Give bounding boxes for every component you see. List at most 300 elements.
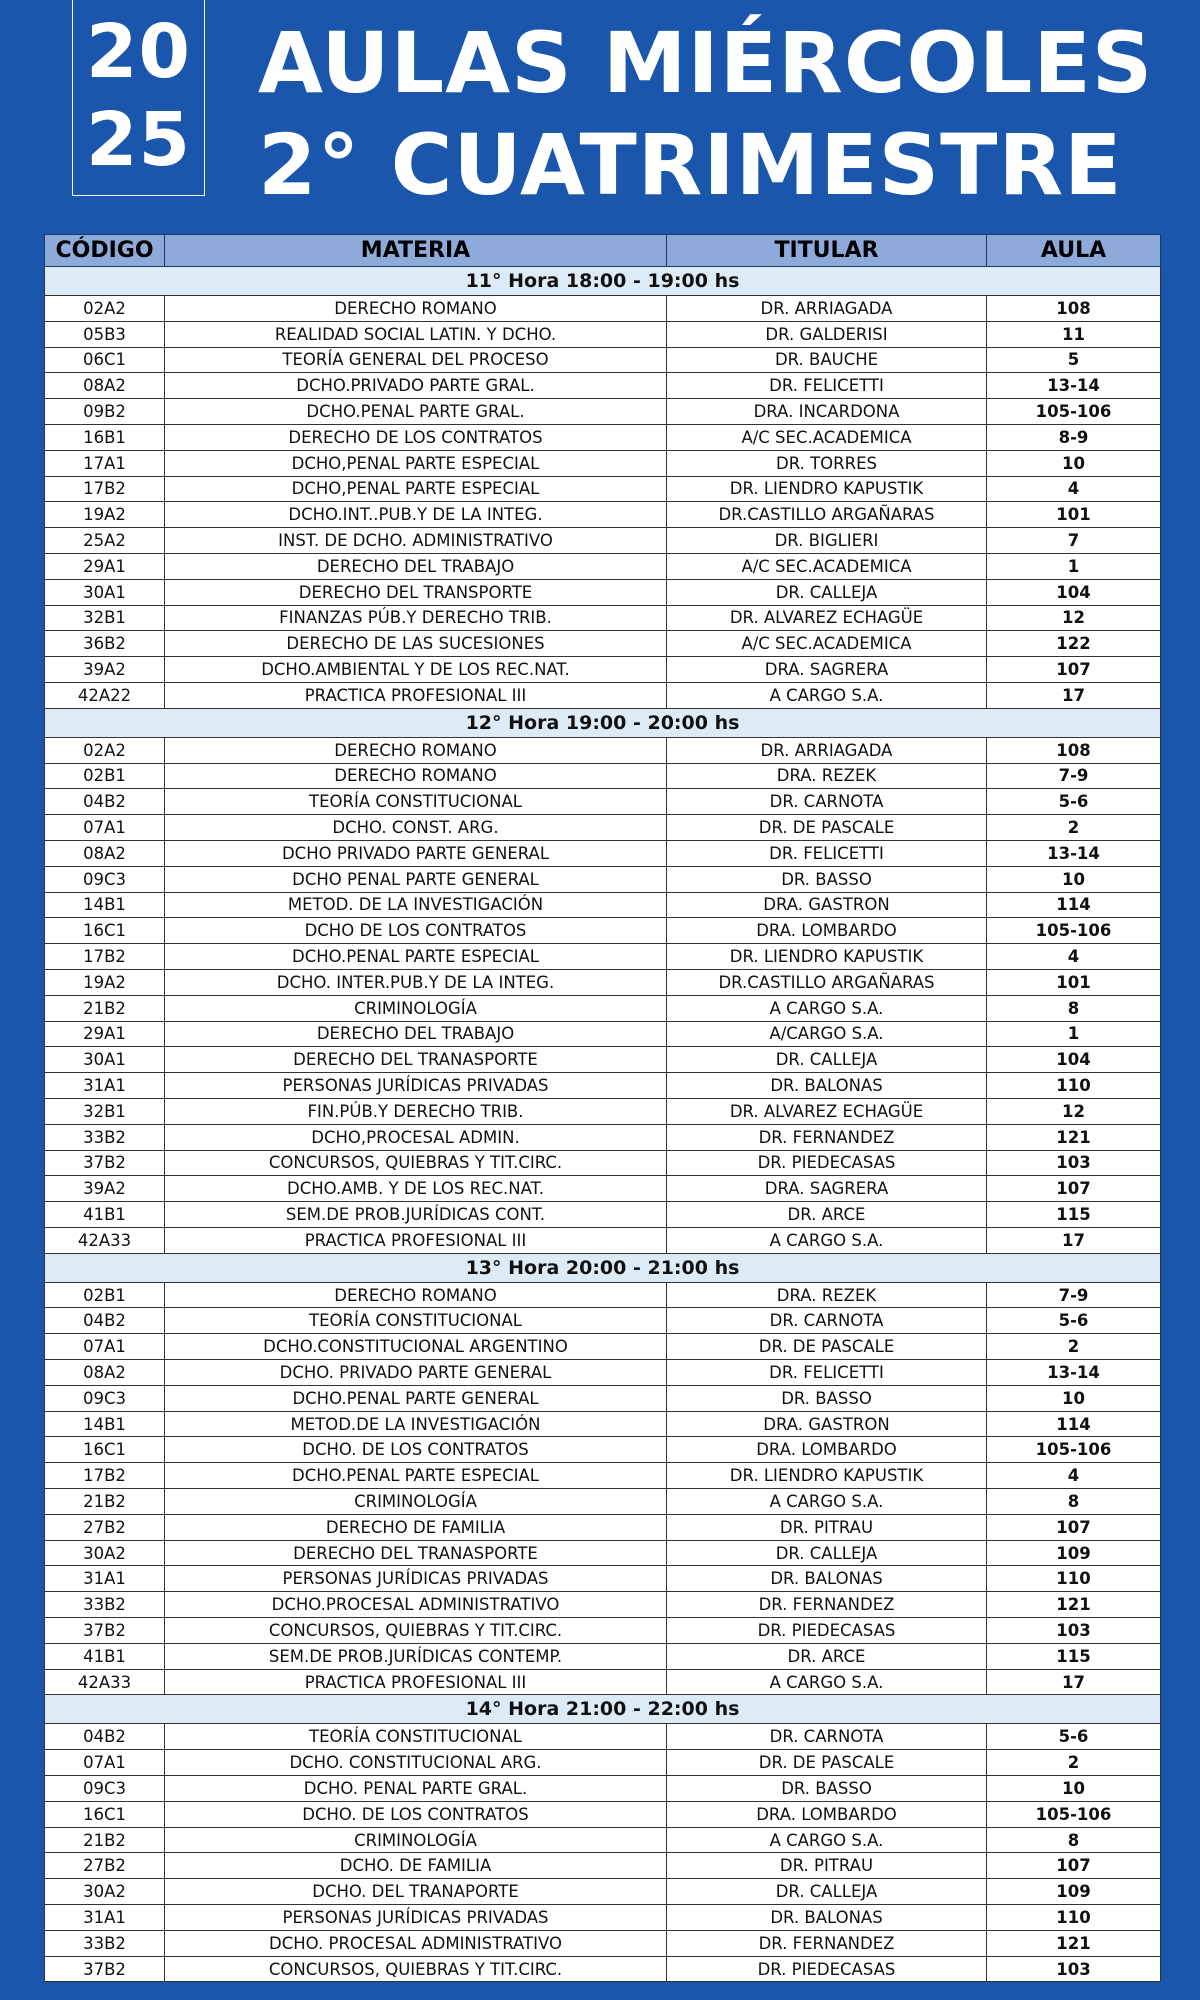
cell-codigo: 30A2 <box>45 1540 165 1566</box>
table-row <box>45 737 1161 763</box>
table-row <box>45 682 1161 708</box>
cell-materia: INST. DE DCHO. ADMINISTRATIVO <box>165 528 667 554</box>
cell-materia: CRIMINOLOGÍA <box>165 995 667 1021</box>
cell-aula: 12 <box>987 1098 1161 1124</box>
cell-aula: 5-6 <box>987 789 1161 815</box>
cell-materia: DCHO. DE LOS CONTRATOS <box>165 1801 667 1827</box>
table-row <box>45 1411 1161 1437</box>
table-row <box>45 1308 1161 1334</box>
cell-codigo: 16C1 <box>45 1801 165 1827</box>
cell-materia: DCHO. DE FAMILIA <box>165 1853 667 1879</box>
cell-materia: PERSONAS JURÍDICAS PRIVADAS <box>165 1073 667 1099</box>
cell-aula: 108 <box>987 737 1161 763</box>
table-row <box>45 1879 1161 1905</box>
cell-materia: DERECHO DEL TRABAJO <box>165 553 667 579</box>
cell-aula: 4 <box>987 1463 1161 1489</box>
cell-aula: 114 <box>987 892 1161 918</box>
cell-codigo: 02A2 <box>45 296 165 322</box>
cell-aula: 1 <box>987 553 1161 579</box>
cell-titular: DRA. LOMBARDO <box>667 1437 987 1463</box>
cell-codigo: 17B2 <box>45 1463 165 1489</box>
table-row <box>45 321 1161 347</box>
cell-codigo: 41B1 <box>45 1643 165 1669</box>
cell-codigo: 09C3 <box>45 1385 165 1411</box>
cell-titular: DR. GALDERISI <box>667 321 987 347</box>
cell-titular: DR. CARNOTA <box>667 1724 987 1750</box>
cell-titular: DR. LIENDRO KAPUSTIK <box>667 476 987 502</box>
cell-materia: SEM.DE PROB.JURÍDICAS CONT. <box>165 1202 667 1228</box>
cell-materia: DCHO.PENAL PARTE ESPECIAL <box>165 1463 667 1489</box>
cell-aula: 110 <box>987 1566 1161 1592</box>
cell-codigo: 42A33 <box>45 1669 165 1695</box>
cell-materia: DCHO.PROCESAL ADMINISTRATIVO <box>165 1592 667 1618</box>
cell-codigo: 08A2 <box>45 1360 165 1386</box>
cell-materia: DERECHO DE LAS SUCESIONES <box>165 631 667 657</box>
table-row <box>45 763 1161 789</box>
cell-aula: 107 <box>987 1853 1161 1879</box>
schedule-table-wrap <box>44 234 1160 1982</box>
cell-aula: 107 <box>987 1176 1161 1202</box>
cell-codigo: 29A1 <box>45 1021 165 1047</box>
cell-titular: DR. FELICETTI <box>667 373 987 399</box>
cell-codigo: 31A1 <box>45 1566 165 1592</box>
table-row <box>45 1437 1161 1463</box>
cell-codigo: 39A2 <box>45 657 165 683</box>
table-row <box>45 373 1161 399</box>
table-row <box>45 995 1161 1021</box>
cell-titular: DR. BALONAS <box>667 1073 987 1099</box>
cell-aula: 17 <box>987 1227 1161 1253</box>
cell-aula: 103 <box>987 1618 1161 1644</box>
cell-materia: DCHO.INT..PUB.Y DE LA INTEG. <box>165 502 667 528</box>
table-row <box>45 1227 1161 1253</box>
cell-titular: DR. DE PASCALE <box>667 815 987 841</box>
table-row <box>45 553 1161 579</box>
table-row <box>45 1776 1161 1802</box>
cell-materia: DCHO.PENAL PARTE GRAL. <box>165 399 667 425</box>
cell-aula: 10 <box>987 450 1161 476</box>
cell-aula: 110 <box>987 1073 1161 1099</box>
cell-materia: DCHO DE LOS CONTRATOS <box>165 918 667 944</box>
table-row <box>45 840 1161 866</box>
cell-titular: DRA. LOMBARDO <box>667 918 987 944</box>
cell-titular: DR. BASSO <box>667 1776 987 1802</box>
group-header: 11° Hora 18:00 - 19:00 hs <box>45 267 1161 296</box>
cell-materia: DERECHO DEL TRABAJO <box>165 1021 667 1047</box>
cell-aula: 12 <box>987 605 1161 631</box>
cell-materia: DCHO.PENAL PARTE GENERAL <box>165 1385 667 1411</box>
cell-aula: 17 <box>987 682 1161 708</box>
table-row <box>45 1956 1161 1982</box>
table-row <box>45 528 1161 554</box>
table-row <box>45 1853 1161 1879</box>
cell-aula: 5-6 <box>987 1308 1161 1334</box>
cell-codigo: 30A1 <box>45 579 165 605</box>
table-row <box>45 605 1161 631</box>
cell-codigo: 36B2 <box>45 631 165 657</box>
cell-titular: DRA. REZEK <box>667 763 987 789</box>
cell-materia: PRACTICA PROFESIONAL III <box>165 682 667 708</box>
cell-aula: 107 <box>987 657 1161 683</box>
year-box <box>72 0 205 196</box>
cell-materia: FINANZAS PÚB.Y DERECHO TRIB. <box>165 605 667 631</box>
cell-codigo: 41B1 <box>45 1202 165 1228</box>
cell-titular: DR. DE PASCALE <box>667 1334 987 1360</box>
cell-materia: DCHO,PENAL PARTE ESPECIAL <box>165 476 667 502</box>
cell-aula: 101 <box>987 502 1161 528</box>
cell-titular: DR.CASTILLO ARGAÑARAS <box>667 502 987 528</box>
cell-titular: DRA. GASTRON <box>667 1411 987 1437</box>
table-row <box>45 1669 1161 1695</box>
table-row <box>45 866 1161 892</box>
cell-titular: A/C SEC.ACADEMICA <box>667 553 987 579</box>
cell-materia: PRACTICA PROFESIONAL III <box>165 1669 667 1695</box>
schedule-table <box>44 234 1161 1982</box>
cell-codigo: 14B1 <box>45 892 165 918</box>
cell-aula: 17 <box>987 1669 1161 1695</box>
cell-materia: SEM.DE PROB.JURÍDICAS CONTEMP. <box>165 1643 667 1669</box>
cell-materia: DCHO. PROCESAL ADMINISTRATIVO <box>165 1930 667 1956</box>
cell-aula: 105-106 <box>987 399 1161 425</box>
cell-codigo: 37B2 <box>45 1150 165 1176</box>
cell-materia: DCHO.PENAL PARTE ESPECIAL <box>165 944 667 970</box>
cell-materia: DERECHO ROMANO <box>165 763 667 789</box>
table-row <box>45 296 1161 322</box>
cell-aula: 10 <box>987 866 1161 892</box>
cell-aula: 109 <box>987 1879 1161 1905</box>
table-row <box>45 1282 1161 1308</box>
cell-titular: DRA. GASTRON <box>667 892 987 918</box>
cell-titular: DR. FELICETTI <box>667 840 987 866</box>
cell-materia: CONCURSOS, QUIEBRAS Y TIT.CIRC. <box>165 1150 667 1176</box>
cell-codigo: 02B1 <box>45 1282 165 1308</box>
cell-codigo: 17B2 <box>45 944 165 970</box>
cell-materia: DCHO. PENAL PARTE GRAL. <box>165 1776 667 1802</box>
table-row <box>45 789 1161 815</box>
cell-codigo: 07A1 <box>45 815 165 841</box>
cell-titular: DR. CALLEJA <box>667 579 987 605</box>
group-header-row <box>45 267 1161 296</box>
cell-codigo: 08A2 <box>45 840 165 866</box>
cell-codigo: 19A2 <box>45 969 165 995</box>
cell-titular: DR. LIENDRO KAPUSTIK <box>667 1463 987 1489</box>
cell-titular: DR. LIENDRO KAPUSTIK <box>667 944 987 970</box>
table-row <box>45 1489 1161 1515</box>
cell-titular: DR. CARNOTA <box>667 789 987 815</box>
cell-materia: TEORÍA CONSTITUCIONAL <box>165 1308 667 1334</box>
table-row <box>45 450 1161 476</box>
cell-codigo: 17A1 <box>45 450 165 476</box>
group-header: 14° Hora 21:00 - 22:00 hs <box>45 1695 1161 1724</box>
cell-materia: DCHO. PRIVADO PARTE GENERAL <box>165 1360 667 1386</box>
group-header-row <box>45 708 1161 737</box>
table-row <box>45 502 1161 528</box>
table-row <box>45 1360 1161 1386</box>
title-line-2: 2° CUATRIMESTRE <box>258 116 1123 214</box>
table-row <box>45 1618 1161 1644</box>
table-row <box>45 969 1161 995</box>
table-row <box>45 1124 1161 1150</box>
cell-titular: DR. FERNANDEZ <box>667 1930 987 1956</box>
cell-materia: FIN.PÚB.Y DERECHO TRIB. <box>165 1098 667 1124</box>
cell-aula: 13-14 <box>987 373 1161 399</box>
cell-titular: A/CARGO S.A. <box>667 1021 987 1047</box>
cell-titular: DR. PITRAU <box>667 1514 987 1540</box>
cell-materia: TEORÍA CONSTITUCIONAL <box>165 789 667 815</box>
cell-materia: PERSONAS JURÍDICAS PRIVADAS <box>165 1566 667 1592</box>
cell-codigo: 37B2 <box>45 1618 165 1644</box>
table-row <box>45 424 1161 450</box>
cell-aula: 103 <box>987 1956 1161 1982</box>
cell-aula: 4 <box>987 476 1161 502</box>
cell-aula: 109 <box>987 1540 1161 1566</box>
cell-titular: A CARGO S.A. <box>667 1227 987 1253</box>
cell-materia: DCHO PENAL PARTE GENERAL <box>165 866 667 892</box>
cell-codigo: 19A2 <box>45 502 165 528</box>
group-header-row <box>45 1253 1161 1282</box>
cell-materia: DERECHO DEL TRANASPORTE <box>165 1047 667 1073</box>
cell-aula: 7-9 <box>987 1282 1161 1308</box>
cell-codigo: 09C3 <box>45 866 165 892</box>
cell-codigo: 06C1 <box>45 347 165 373</box>
table-row <box>45 1566 1161 1592</box>
cell-codigo: 42A33 <box>45 1227 165 1253</box>
cell-materia: TEORÍA GENERAL DEL PROCESO <box>165 347 667 373</box>
cell-titular: DR. CARNOTA <box>667 1308 987 1334</box>
cell-codigo: 25A2 <box>45 528 165 554</box>
cell-titular: DR. PIEDECASAS <box>667 1150 987 1176</box>
cell-codigo: 33B2 <box>45 1592 165 1618</box>
cell-aula: 105-106 <box>987 1437 1161 1463</box>
cell-titular: DR. BALONAS <box>667 1566 987 1592</box>
table-row <box>45 1463 1161 1489</box>
table-row <box>45 347 1161 373</box>
cell-aula: 8-9 <box>987 424 1161 450</box>
cell-codigo: 37B2 <box>45 1956 165 1982</box>
cell-codigo: 21B2 <box>45 1827 165 1853</box>
cell-aula: 4 <box>987 944 1161 970</box>
cell-aula: 115 <box>987 1643 1161 1669</box>
cell-aula: 11 <box>987 321 1161 347</box>
cell-titular: DR. ARRIAGADA <box>667 737 987 763</box>
cell-materia: DCHO,PROCESAL ADMIN. <box>165 1124 667 1150</box>
cell-titular: DR. BASSO <box>667 866 987 892</box>
cell-materia: TEORÍA CONSTITUCIONAL <box>165 1724 667 1750</box>
cell-codigo: 04B2 <box>45 1308 165 1334</box>
table-row <box>45 892 1161 918</box>
cell-codigo: 32B1 <box>45 605 165 631</box>
cell-aula: 114 <box>987 1411 1161 1437</box>
table-row <box>45 631 1161 657</box>
cell-aula: 104 <box>987 579 1161 605</box>
table-row <box>45 1801 1161 1827</box>
cell-titular: DR. FERNANDEZ <box>667 1124 987 1150</box>
cell-materia: DCHO.PRIVADO PARTE GRAL. <box>165 373 667 399</box>
table-row <box>45 1592 1161 1618</box>
cell-materia: CRIMINOLOGÍA <box>165 1827 667 1853</box>
cell-titular: DR. DE PASCALE <box>667 1750 987 1776</box>
cell-codigo: 32B1 <box>45 1098 165 1124</box>
cell-titular: A CARGO S.A. <box>667 682 987 708</box>
cell-titular: DR. PIEDECASAS <box>667 1956 987 1982</box>
cell-codigo: 31A1 <box>45 1905 165 1931</box>
cell-materia: CONCURSOS, QUIEBRAS Y TIT.CIRC. <box>165 1956 667 1982</box>
group-header: 13° Hora 20:00 - 21:00 hs <box>45 1253 1161 1282</box>
cell-codigo: 33B2 <box>45 1930 165 1956</box>
cell-titular: A CARGO S.A. <box>667 1669 987 1695</box>
cell-materia: DCHO. INTER.PUB.Y DE LA INTEG. <box>165 969 667 995</box>
cell-codigo: 07A1 <box>45 1750 165 1776</box>
table-row <box>45 399 1161 425</box>
cell-codigo: 30A1 <box>45 1047 165 1073</box>
table-row <box>45 1724 1161 1750</box>
table-row <box>45 476 1161 502</box>
cell-codigo: 39A2 <box>45 1176 165 1202</box>
cell-aula: 13-14 <box>987 1360 1161 1386</box>
cell-aula: 121 <box>987 1930 1161 1956</box>
cell-materia: DCHO. DEL TRANAPORTE <box>165 1879 667 1905</box>
cell-codigo: 21B2 <box>45 1489 165 1515</box>
table-row <box>45 1750 1161 1776</box>
cell-codigo: 16C1 <box>45 918 165 944</box>
table-row <box>45 1202 1161 1228</box>
col-header-aula: AULA <box>987 235 1161 267</box>
cell-codigo: 07A1 <box>45 1334 165 1360</box>
cell-materia: DERECHO ROMANO <box>165 1282 667 1308</box>
cell-materia: DERECHO DE LOS CONTRATOS <box>165 424 667 450</box>
cell-materia: DCHO PRIVADO PARTE GENERAL <box>165 840 667 866</box>
cell-codigo: 02B1 <box>45 763 165 789</box>
cell-materia: DERECHO DEL TRANSPORTE <box>165 579 667 605</box>
cell-aula: 5 <box>987 347 1161 373</box>
cell-aula: 104 <box>987 1047 1161 1073</box>
table-row <box>45 918 1161 944</box>
cell-materia: METOD. DE LA INVESTIGACIÓN <box>165 892 667 918</box>
cell-aula: 122 <box>987 631 1161 657</box>
cell-aula: 103 <box>987 1150 1161 1176</box>
table-row <box>45 1334 1161 1360</box>
cell-codigo: 27B2 <box>45 1514 165 1540</box>
cell-aula: 10 <box>987 1776 1161 1802</box>
cell-titular: DR. BASSO <box>667 1385 987 1411</box>
cell-materia: CONCURSOS, QUIEBRAS Y TIT.CIRC. <box>165 1618 667 1644</box>
cell-codigo: 17B2 <box>45 476 165 502</box>
cell-codigo: 29A1 <box>45 553 165 579</box>
title-line-1: AULAS MIÉRCOLES <box>258 14 1154 112</box>
cell-titular: DR. ALVAREZ ECHAGÜE <box>667 605 987 631</box>
schedule-body <box>45 267 1161 1982</box>
cell-aula: 121 <box>987 1592 1161 1618</box>
cell-titular: DR. ARCE <box>667 1202 987 1228</box>
cell-materia: PRACTICA PROFESIONAL III <box>165 1227 667 1253</box>
table-row <box>45 1047 1161 1073</box>
cell-titular: DRA. SAGRERA <box>667 1176 987 1202</box>
table-row <box>45 1643 1161 1669</box>
table-row <box>45 657 1161 683</box>
cell-materia: DCHO,PENAL PARTE ESPECIAL <box>165 450 667 476</box>
cell-titular: A CARGO S.A. <box>667 995 987 1021</box>
cell-aula: 7-9 <box>987 763 1161 789</box>
cell-materia: DCHO.CONSTITUCIONAL ARGENTINO <box>165 1334 667 1360</box>
cell-aula: 13-14 <box>987 840 1161 866</box>
cell-titular: A/C SEC.ACADEMICA <box>667 424 987 450</box>
page-title <box>258 12 1153 216</box>
header-row <box>45 235 1161 267</box>
col-header-titular: TITULAR <box>667 235 987 267</box>
cell-aula: 115 <box>987 1202 1161 1228</box>
table-row <box>45 1021 1161 1047</box>
cell-materia: DCHO.AMBIENTAL Y DE LOS REC.NAT. <box>165 657 667 683</box>
cell-titular: DR. TORRES <box>667 450 987 476</box>
cell-materia: DERECHO DEL TRANASPORTE <box>165 1540 667 1566</box>
cell-materia: REALIDAD SOCIAL LATIN. Y DCHO. <box>165 321 667 347</box>
year-bottom: 25 <box>86 97 191 183</box>
cell-titular: DR. ARCE <box>667 1643 987 1669</box>
cell-titular: A CARGO S.A. <box>667 1827 987 1853</box>
cell-aula: 2 <box>987 1750 1161 1776</box>
cell-codigo: 14B1 <box>45 1411 165 1437</box>
table-row <box>45 1385 1161 1411</box>
table-row <box>45 944 1161 970</box>
cell-aula: 8 <box>987 1827 1161 1853</box>
cell-aula: 10 <box>987 1385 1161 1411</box>
cell-titular: DR.CASTILLO ARGAÑARAS <box>667 969 987 995</box>
cell-materia: DCHO.AMB. Y DE LOS REC.NAT. <box>165 1176 667 1202</box>
cell-aula: 5-6 <box>987 1724 1161 1750</box>
cell-aula: 121 <box>987 1124 1161 1150</box>
cell-titular: DR. FELICETTI <box>667 1360 987 1386</box>
cell-aula: 107 <box>987 1514 1161 1540</box>
cell-aula: 108 <box>987 296 1161 322</box>
cell-aula: 8 <box>987 995 1161 1021</box>
cell-titular: DRA. LOMBARDO <box>667 1801 987 1827</box>
cell-titular: DR. ARRIAGADA <box>667 296 987 322</box>
cell-codigo: 42A22 <box>45 682 165 708</box>
table-row <box>45 1930 1161 1956</box>
cell-materia: DERECHO ROMANO <box>165 737 667 763</box>
cell-materia: DCHO. CONSTITUCIONAL ARG. <box>165 1750 667 1776</box>
cell-codigo: 31A1 <box>45 1073 165 1099</box>
cell-titular: DR. PIEDECASAS <box>667 1618 987 1644</box>
year-top: 20 <box>86 9 191 95</box>
cell-aula: 2 <box>987 1334 1161 1360</box>
cell-titular: DR. CALLEJA <box>667 1540 987 1566</box>
cell-codigo: 21B2 <box>45 995 165 1021</box>
cell-aula: 110 <box>987 1905 1161 1931</box>
cell-codigo: 02A2 <box>45 737 165 763</box>
table-row <box>45 1098 1161 1124</box>
col-header-materia: MATERIA <box>165 235 667 267</box>
col-header-codigo: CÓDIGO <box>45 235 165 267</box>
group-header-row <box>45 1695 1161 1724</box>
cell-titular: DRA. SAGRERA <box>667 657 987 683</box>
cell-codigo: 16B1 <box>45 424 165 450</box>
cell-titular: DRA. INCARDONA <box>667 399 987 425</box>
cell-titular: DR. CALLEJA <box>667 1047 987 1073</box>
cell-aula: 8 <box>987 1489 1161 1515</box>
cell-materia: PERSONAS JURÍDICAS PRIVADAS <box>165 1905 667 1931</box>
table-row <box>45 815 1161 841</box>
table-row <box>45 1150 1161 1176</box>
cell-titular: DR. PITRAU <box>667 1853 987 1879</box>
cell-codigo: 27B2 <box>45 1853 165 1879</box>
table-row <box>45 1073 1161 1099</box>
cell-materia: DCHO. DE LOS CONTRATOS <box>165 1437 667 1463</box>
table-row <box>45 1514 1161 1540</box>
cell-aula: 101 <box>987 969 1161 995</box>
cell-codigo: 08A2 <box>45 373 165 399</box>
cell-codigo: 09C3 <box>45 1776 165 1802</box>
